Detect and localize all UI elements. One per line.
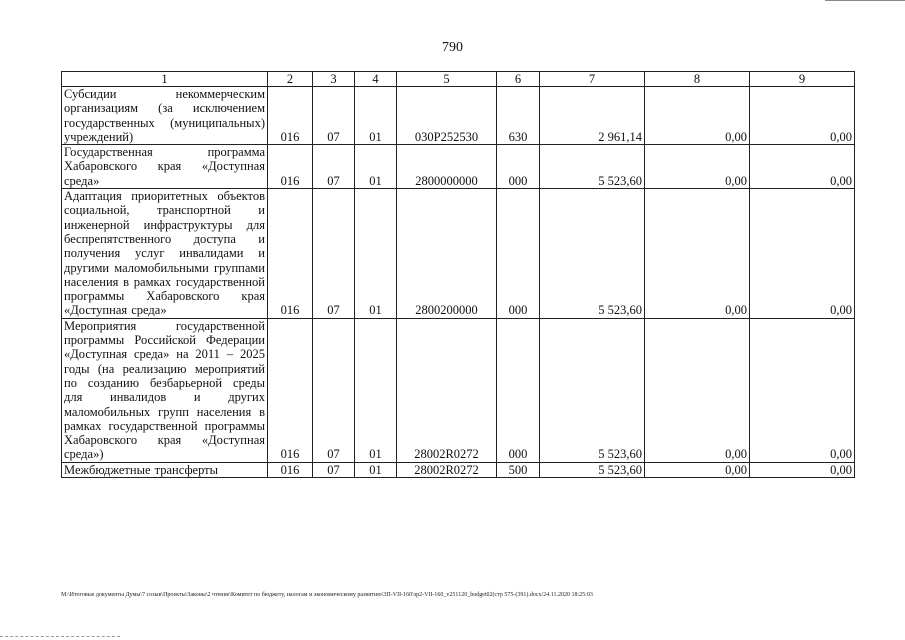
cell-section: 07	[313, 462, 355, 477]
cell-subsection: 01	[355, 145, 397, 189]
cell-amount-1: 2 961,14	[540, 87, 645, 145]
cell-amount-2: 0,00	[645, 87, 750, 145]
row-name: Межбюджетные трансферты	[62, 462, 268, 477]
cell-ministry-code: 016	[268, 318, 313, 462]
footer-file-path: М:\Итоговые документы Думы\7 созыв\Проекты\Законы\2 чтение\Комитет по бюджету, налогам и экономическому развитию\3П-VII-160\зр2-VII-160_v251120_budget02(стр 575-(391).docx/24.11.2020 18:25:03	[61, 592, 593, 598]
cell-section: 07	[313, 189, 355, 319]
row-name: Субсидии некоммерческим организациям (за исключением государственных (муниципальных) учреждений)	[62, 87, 268, 145]
cell-section: 07	[313, 145, 355, 189]
col-header-1: 1	[62, 72, 268, 87]
cell-ministry-code: 016	[268, 145, 313, 189]
col-header-4: 4	[355, 72, 397, 87]
col-header-6: 6	[497, 72, 540, 87]
cell-subsection: 01	[355, 189, 397, 319]
cell-amount-3: 0,00	[750, 318, 855, 462]
cell-amount-2: 0,00	[645, 189, 750, 319]
col-header-8: 8	[645, 72, 750, 87]
cell-target-article: 2800000000	[397, 145, 497, 189]
col-header-2: 2	[268, 72, 313, 87]
cell-expense-type: 000	[497, 145, 540, 189]
row-name: Мероприятия государственной программы Российской Федерации «Доступная среда» на 2011 – 2025 годы (на реализацию мероприятий по созданию безбарьерной среды для инвалидов и других маломобильных групп населения в рамках государственной программы Хабаровского края «Доступная среда»)	[62, 318, 268, 462]
table-row	[62, 318, 855, 462]
col-header-9: 9	[750, 72, 855, 87]
cell-amount-3: 0,00	[750, 189, 855, 319]
cell-target-article: 28002R0272	[397, 462, 497, 477]
cell-amount-3: 0,00	[750, 462, 855, 477]
budget-table	[61, 71, 855, 478]
cell-amount-3: 0,00	[750, 87, 855, 145]
cell-section: 07	[313, 318, 355, 462]
cell-amount-2: 0,00	[645, 145, 750, 189]
table-row	[62, 87, 855, 145]
col-header-3: 3	[313, 72, 355, 87]
bottom-edge-rule	[0, 636, 120, 637]
row-name: Государственная программа Хабаровского края «Доступная среда»	[62, 145, 268, 189]
cell-expense-type: 500	[497, 462, 540, 477]
cell-subsection: 01	[355, 318, 397, 462]
header-row	[62, 72, 855, 87]
cell-ministry-code: 016	[268, 462, 313, 477]
cell-expense-type: 000	[497, 189, 540, 319]
cell-ministry-code: 016	[268, 87, 313, 145]
cell-target-article: 030P252530	[397, 87, 497, 145]
cell-amount-1: 5 523,60	[540, 145, 645, 189]
cell-section: 07	[313, 87, 355, 145]
cell-amount-3: 0,00	[750, 145, 855, 189]
table-row	[62, 462, 855, 477]
cell-amount-2: 0,00	[645, 318, 750, 462]
row-name: Адаптация приоритетных объектов социальной, транспортной и инженерной инфраструктуры для беспрепятственного доступа и получения услуг инвалидами и другими маломобильными группами населения в рамках государственной программы Хабаровского края «Доступная среда»	[62, 189, 268, 319]
cell-subsection: 01	[355, 462, 397, 477]
page-number: 790	[442, 40, 463, 55]
col-header-7: 7	[540, 72, 645, 87]
cell-target-article: 2800200000	[397, 189, 497, 319]
cell-amount-2: 0,00	[645, 462, 750, 477]
top-edge-rule	[825, 0, 905, 1]
cell-amount-1: 5 523,60	[540, 189, 645, 319]
cell-amount-1: 5 523,60	[540, 318, 645, 462]
table-row	[62, 145, 855, 189]
cell-target-article: 28002R0272	[397, 318, 497, 462]
cell-ministry-code: 016	[268, 189, 313, 319]
cell-expense-type: 630	[497, 87, 540, 145]
cell-subsection: 01	[355, 87, 397, 145]
cell-amount-1: 5 523,60	[540, 462, 645, 477]
cell-expense-type: 000	[497, 318, 540, 462]
col-header-5: 5	[397, 72, 497, 87]
table-row	[62, 189, 855, 319]
